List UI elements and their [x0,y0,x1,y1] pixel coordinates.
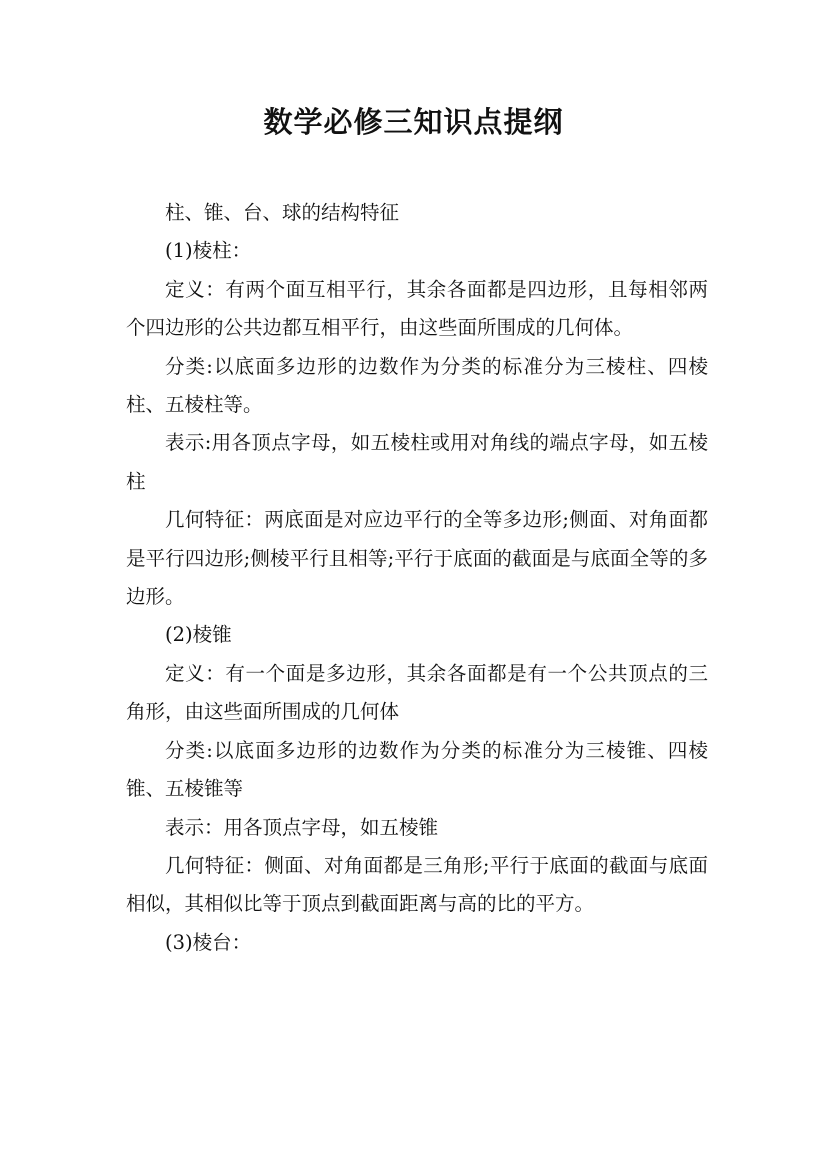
pyramid-geometric-features: 几何特征：侧面、对角面都是三角形;平行于底面的截面与底面相似，其相似比等于顶点到截面距离与高的比的平方。 [126,853,708,916]
prism-geometric-features: 几何特征：两底面是对应边平行的全等多边形;侧面、对角面都是平行四边形;侧棱平行且相等;平行于底面的截面是与底面全等的多边形。 [126,508,708,609]
pyramid-definition: 定义：有一个面是多边形，其余各面都是有一个公共顶点的三角形，由这些面所围成的几何体 [126,661,708,724]
subsection-heading-prism: (1)棱柱： [165,239,252,263]
prism-classification: 分类:以底面多边形的边数作为分类的标准分为三棱柱、四棱柱、五棱柱等。 [126,354,708,417]
prism-definition: 定义：有两个面互相平行，其余各面都是四边形，且每相邻两个四边形的公共边都互相平行，由这些面所围成的几何体。 [126,277,708,340]
section-heading: 柱、锥、台、球的结构特征 [165,201,400,224]
subsection-heading-frustum: (3)棱台： [165,930,252,954]
subsection-heading-pyramid: (2)棱锥 [165,623,232,647]
pyramid-classification: 分类:以底面多边形的边数作为分类的标准分为三棱锥、四棱锥、五棱锥等 [126,738,708,801]
pyramid-notation: 表示：用各顶点字母，如五棱锥 [165,815,439,839]
document-body [126,194,708,962]
prism-notation: 表示:用各顶点字母，如五棱柱或用对角线的端点字母，如五棱柱 [126,431,708,493]
document-title: 数学必修三知识点提纲 [263,105,564,139]
